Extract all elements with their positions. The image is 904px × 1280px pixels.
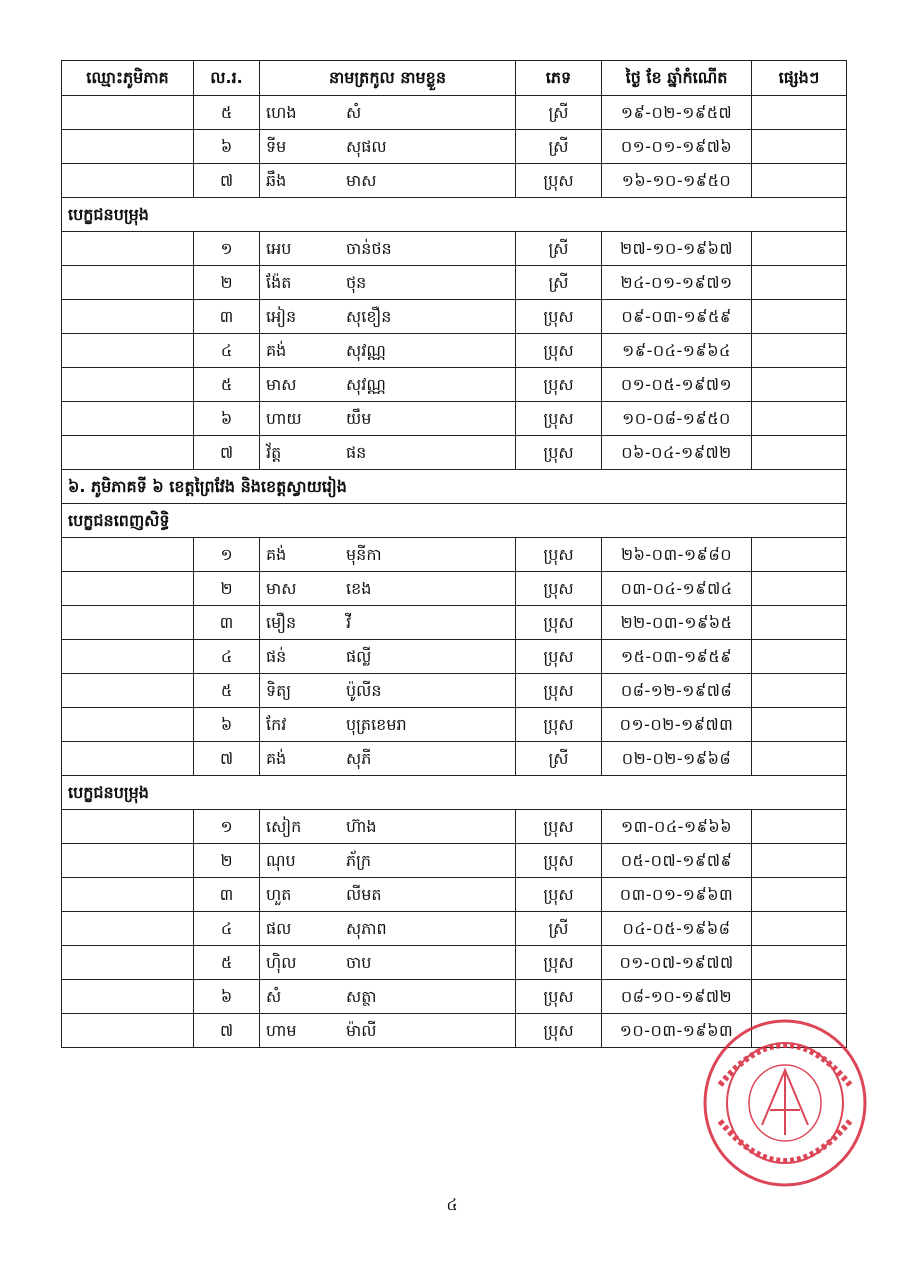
given-name: ប៉ូលីន (346, 680, 382, 700)
given-name: សុខឿន (346, 306, 392, 326)
region-cell (62, 368, 194, 402)
sex-cell: ប្រុស (516, 980, 602, 1014)
given-name: មាស (346, 170, 377, 190)
number-cell: ២ (194, 844, 260, 878)
name-cell (260, 572, 516, 606)
sex-cell: ប្រុស (516, 334, 602, 368)
name-cell (260, 368, 516, 402)
table-row (62, 572, 847, 606)
table-row (62, 164, 847, 198)
candidate-table (61, 60, 847, 1048)
family-name: មាស (266, 374, 297, 394)
number-cell: ៤ (194, 334, 260, 368)
section-heading: បេក្ខជនបម្រុង (62, 776, 847, 810)
family-name: ទីម (266, 136, 287, 156)
family-name: គង់ (266, 748, 287, 768)
table-body (62, 96, 847, 1048)
region-cell (62, 810, 194, 844)
family-name: វ័ត្ត (266, 442, 282, 462)
seal-emblem (762, 1070, 808, 1135)
other-cell (752, 572, 847, 606)
table-row (62, 878, 847, 912)
section-heading: បេក្ខជនបម្រុង (62, 198, 847, 232)
family-name: ហ៊ិល (266, 952, 297, 972)
given-name: សត្ថា (346, 986, 377, 1006)
header-other: ផ្សេងៗ (752, 61, 847, 96)
section-heading: បេក្ខជនពេញសិទ្ធិ (62, 504, 847, 538)
number-cell: ៧ (194, 164, 260, 198)
number-cell: ៦ (194, 130, 260, 164)
number-cell: ៥ (194, 96, 260, 130)
name-cell (260, 980, 516, 1014)
other-cell (752, 368, 847, 402)
sex-cell: ប្រុស (516, 674, 602, 708)
table-row (62, 844, 847, 878)
region-cell (62, 96, 194, 130)
sex-cell: ប្រុស (516, 708, 602, 742)
section-heading-row (62, 504, 847, 538)
family-name: ហេង (266, 102, 297, 122)
sex-cell: ប្រុស (516, 300, 602, 334)
name-cell (260, 844, 516, 878)
dob-cell: ០១-០៥-១៩៧១ (602, 368, 752, 402)
sex-cell: ស្រី (516, 96, 602, 130)
sex-cell: ប្រុស (516, 572, 602, 606)
name-cell (260, 810, 516, 844)
dob-cell: ០៨-១២-១៩៧៨ (602, 674, 752, 708)
given-name: សុផល (346, 136, 387, 156)
sex-cell: ស្រី (516, 266, 602, 300)
region-cell (62, 402, 194, 436)
table-row (62, 606, 847, 640)
region-cell (62, 300, 194, 334)
dob-cell: ០៦-០៤-១៩៧២ (602, 436, 752, 470)
given-name: ហ៊ាង (346, 816, 377, 836)
other-cell (752, 130, 847, 164)
other-cell (752, 946, 847, 980)
number-cell: ៧ (194, 436, 260, 470)
region-cell (62, 912, 194, 946)
dob-cell: ០៤-០៥-១៩៦៨ (602, 912, 752, 946)
given-name: បុត្រខេមរា (346, 714, 407, 734)
other-cell (752, 164, 847, 198)
dob-cell: ០២-០២-១៩៦៨ (602, 742, 752, 776)
table-row (62, 946, 847, 980)
table-row (62, 674, 847, 708)
region-cell (62, 266, 194, 300)
name-cell (260, 232, 516, 266)
given-name: លីមត (346, 884, 382, 904)
region-cell (62, 742, 194, 776)
sex-cell: ប្រុស (516, 640, 602, 674)
dob-cell: ១០-០៣-១៩៦៣ (602, 1014, 752, 1048)
name-cell (260, 300, 516, 334)
given-name: ចាន់ថន (346, 238, 392, 258)
sex-cell: ស្រី (516, 912, 602, 946)
name-cell (260, 164, 516, 198)
region-cell (62, 436, 194, 470)
table-row (62, 130, 847, 164)
given-name: ខេង (346, 578, 372, 598)
dob-cell: ១៣-០៤-១៩៦៦ (602, 810, 752, 844)
name-cell (260, 1014, 516, 1048)
region-cell (62, 844, 194, 878)
table-row (62, 640, 847, 674)
other-cell (752, 606, 847, 640)
dob-cell: ០៨-១០-១៩៧២ (602, 980, 752, 1014)
table-row (62, 232, 847, 266)
other-cell (752, 912, 847, 946)
region-cell (62, 606, 194, 640)
dob-cell: ១៥-០៣-១៩៥៩ (602, 640, 752, 674)
number-cell: ២ (194, 266, 260, 300)
sex-cell: ប្រុស (516, 1014, 602, 1048)
other-cell (752, 538, 847, 572)
dob-cell: ១០-០៨-១៩៥០ (602, 402, 752, 436)
given-name: ថុន (346, 272, 367, 292)
family-name: មាស (266, 578, 297, 598)
sex-cell: ស្រី (516, 232, 602, 266)
name-cell (260, 742, 516, 776)
name-cell (260, 606, 516, 640)
other-cell (752, 742, 847, 776)
given-name: ភ័ក្រ (346, 850, 372, 870)
table-row (62, 810, 847, 844)
region-cell (62, 164, 194, 198)
other-cell (752, 980, 847, 1014)
family-name: ណុប (266, 850, 296, 870)
family-name: កែវ (266, 714, 287, 734)
number-cell: ៦ (194, 708, 260, 742)
table-header-row (62, 61, 847, 96)
table-row (62, 368, 847, 402)
name-cell (260, 946, 516, 980)
region-heading-row (62, 470, 847, 504)
other-cell (752, 300, 847, 334)
name-cell (260, 402, 516, 436)
family-name: ផល (266, 918, 292, 938)
family-name: មឿន (266, 612, 297, 632)
family-name: ហាម (266, 1020, 297, 1040)
region-cell (62, 640, 194, 674)
other-cell (752, 844, 847, 878)
given-name: ផល្លី (346, 646, 372, 666)
sex-cell: ប្រុស (516, 436, 602, 470)
number-cell: ១ (194, 232, 260, 266)
sex-cell: ប្រុស (516, 402, 602, 436)
table-row (62, 334, 847, 368)
other-cell (752, 266, 847, 300)
sex-cell: ប្រុស (516, 810, 602, 844)
table-row (62, 742, 847, 776)
region-cell (62, 334, 194, 368)
table-row (62, 266, 847, 300)
given-name: សុភាព (346, 918, 387, 938)
region-cell (62, 708, 194, 742)
region-heading: ៦. ភូមិភាគទី ៦ ខេត្តព្រៃវែង និងខេត្តស្វាយរៀង (62, 470, 847, 504)
other-cell (752, 708, 847, 742)
region-cell (62, 878, 194, 912)
region-cell (62, 946, 194, 980)
name-cell (260, 674, 516, 708)
dob-cell: ០១-០២-១៩៧៣ (602, 708, 752, 742)
dob-cell: ០៣-០១-១៩៦៣ (602, 878, 752, 912)
header-number: ល.រ. (194, 61, 260, 96)
family-name: ទិត្យ (266, 680, 292, 700)
name-cell (260, 436, 516, 470)
dob-cell: ២៧-១០-១៩៦៧ (602, 232, 752, 266)
given-name: សុភី (346, 748, 372, 768)
table-row (62, 96, 847, 130)
sex-cell: ប្រុស (516, 844, 602, 878)
family-name: ង៉ែត (266, 272, 292, 292)
given-name: សំ (346, 102, 362, 122)
number-cell: ២ (194, 572, 260, 606)
name-cell (260, 708, 516, 742)
section-heading-row (62, 198, 847, 232)
table-row (62, 538, 847, 572)
number-cell: ៥ (194, 674, 260, 708)
region-cell (62, 980, 194, 1014)
dob-cell: ១៦-១០-១៩៥០ (602, 164, 752, 198)
sex-cell: ស្រី (516, 742, 602, 776)
dob-cell: ២២-០៣-១៩៦៥ (602, 606, 752, 640)
name-cell (260, 96, 516, 130)
family-name: អៀន (266, 306, 297, 326)
family-name: ហួត (266, 884, 292, 904)
given-name: វី (346, 612, 352, 632)
number-cell: ១ (194, 810, 260, 844)
other-cell (752, 232, 847, 266)
region-cell (62, 130, 194, 164)
name-cell (260, 130, 516, 164)
sex-cell: ស្រី (516, 130, 602, 164)
number-cell: ១ (194, 538, 260, 572)
family-name: សំ (266, 986, 282, 1006)
name-cell (260, 538, 516, 572)
given-name: សុវណ្ណ (346, 374, 386, 394)
family-name: អេប (266, 238, 292, 258)
table-row (62, 300, 847, 334)
header-region: ឈ្មោះភូមិភាគ (62, 61, 194, 96)
family-name: ហាយ (266, 408, 302, 428)
dob-cell: ០៩-០៣-១៩៥៩ (602, 300, 752, 334)
other-cell (752, 640, 847, 674)
given-name: សុវណ្ណ (346, 340, 386, 360)
name-cell (260, 912, 516, 946)
given-name: ផន (346, 442, 367, 462)
sex-cell: ប្រុស (516, 878, 602, 912)
other-cell (752, 674, 847, 708)
family-name: គង់ (266, 340, 287, 360)
family-name: ផន់ (266, 646, 287, 666)
sex-cell: ប្រុស (516, 164, 602, 198)
region-cell (62, 232, 194, 266)
other-cell (752, 436, 847, 470)
dob-cell: ០១-០៧-១៩៧៧ (602, 946, 752, 980)
name-cell (260, 640, 516, 674)
name-cell (260, 266, 516, 300)
family-name: ឆឹង (266, 170, 287, 190)
table-row (62, 436, 847, 470)
region-cell (62, 538, 194, 572)
region-cell (62, 572, 194, 606)
other-cell (752, 402, 847, 436)
table-row (62, 708, 847, 742)
other-cell (752, 334, 847, 368)
page-number: ៤ (446, 1195, 458, 1214)
header-full-name: នាមត្រកូល នាមខ្លួន (260, 61, 516, 96)
sex-cell: ប្រុស (516, 368, 602, 402)
section-heading-row (62, 776, 847, 810)
name-cell (260, 878, 516, 912)
given-name: ម៉ាលី (346, 1020, 377, 1040)
number-cell: ៧ (194, 742, 260, 776)
number-cell: ៣ (194, 606, 260, 640)
other-cell (752, 878, 847, 912)
table-row (62, 402, 847, 436)
table-row (62, 912, 847, 946)
number-cell: ៦ (194, 980, 260, 1014)
dob-cell: ១៩-០៤-១៩៦៤ (602, 334, 752, 368)
other-cell (752, 810, 847, 844)
given-name: មុនីកា (346, 544, 382, 564)
number-cell: ៣ (194, 300, 260, 334)
sex-cell: ប្រុស (516, 538, 602, 572)
family-name: សៀក (266, 816, 302, 836)
region-cell (62, 674, 194, 708)
given-name: យឹម (346, 408, 372, 428)
given-name: ចាប (346, 952, 372, 972)
dob-cell: ២៤-០១-១៩៧១ (602, 266, 752, 300)
header-date-of-birth: ថ្ងៃ ខែ ឆ្នាំកំណើត (602, 61, 752, 96)
name-cell (260, 334, 516, 368)
dob-cell: ១៩-០២-១៩៥៧ (602, 96, 752, 130)
table-row (62, 980, 847, 1014)
dob-cell: ០១-០១-១៩៧៦ (602, 130, 752, 164)
other-cell (752, 96, 847, 130)
dob-cell: ២៦-០៣-១៩៨០ (602, 538, 752, 572)
number-cell: ៧ (194, 1014, 260, 1048)
number-cell: ៤ (194, 640, 260, 674)
number-cell: ៤ (194, 912, 260, 946)
family-name: គង់ (266, 544, 287, 564)
number-cell: ៣ (194, 878, 260, 912)
dob-cell: ០៥-០៧-១៩៧៩ (602, 844, 752, 878)
dob-cell: ០៣-០៤-១៩៧៤ (602, 572, 752, 606)
sex-cell: ប្រុស (516, 946, 602, 980)
number-cell: ៥ (194, 946, 260, 980)
sex-cell: ប្រុស (516, 606, 602, 640)
number-cell: ៦ (194, 402, 260, 436)
official-seal-stamp (700, 1015, 870, 1190)
region-cell (62, 1014, 194, 1048)
number-cell: ៥ (194, 368, 260, 402)
header-sex: ភេទ (516, 61, 602, 96)
